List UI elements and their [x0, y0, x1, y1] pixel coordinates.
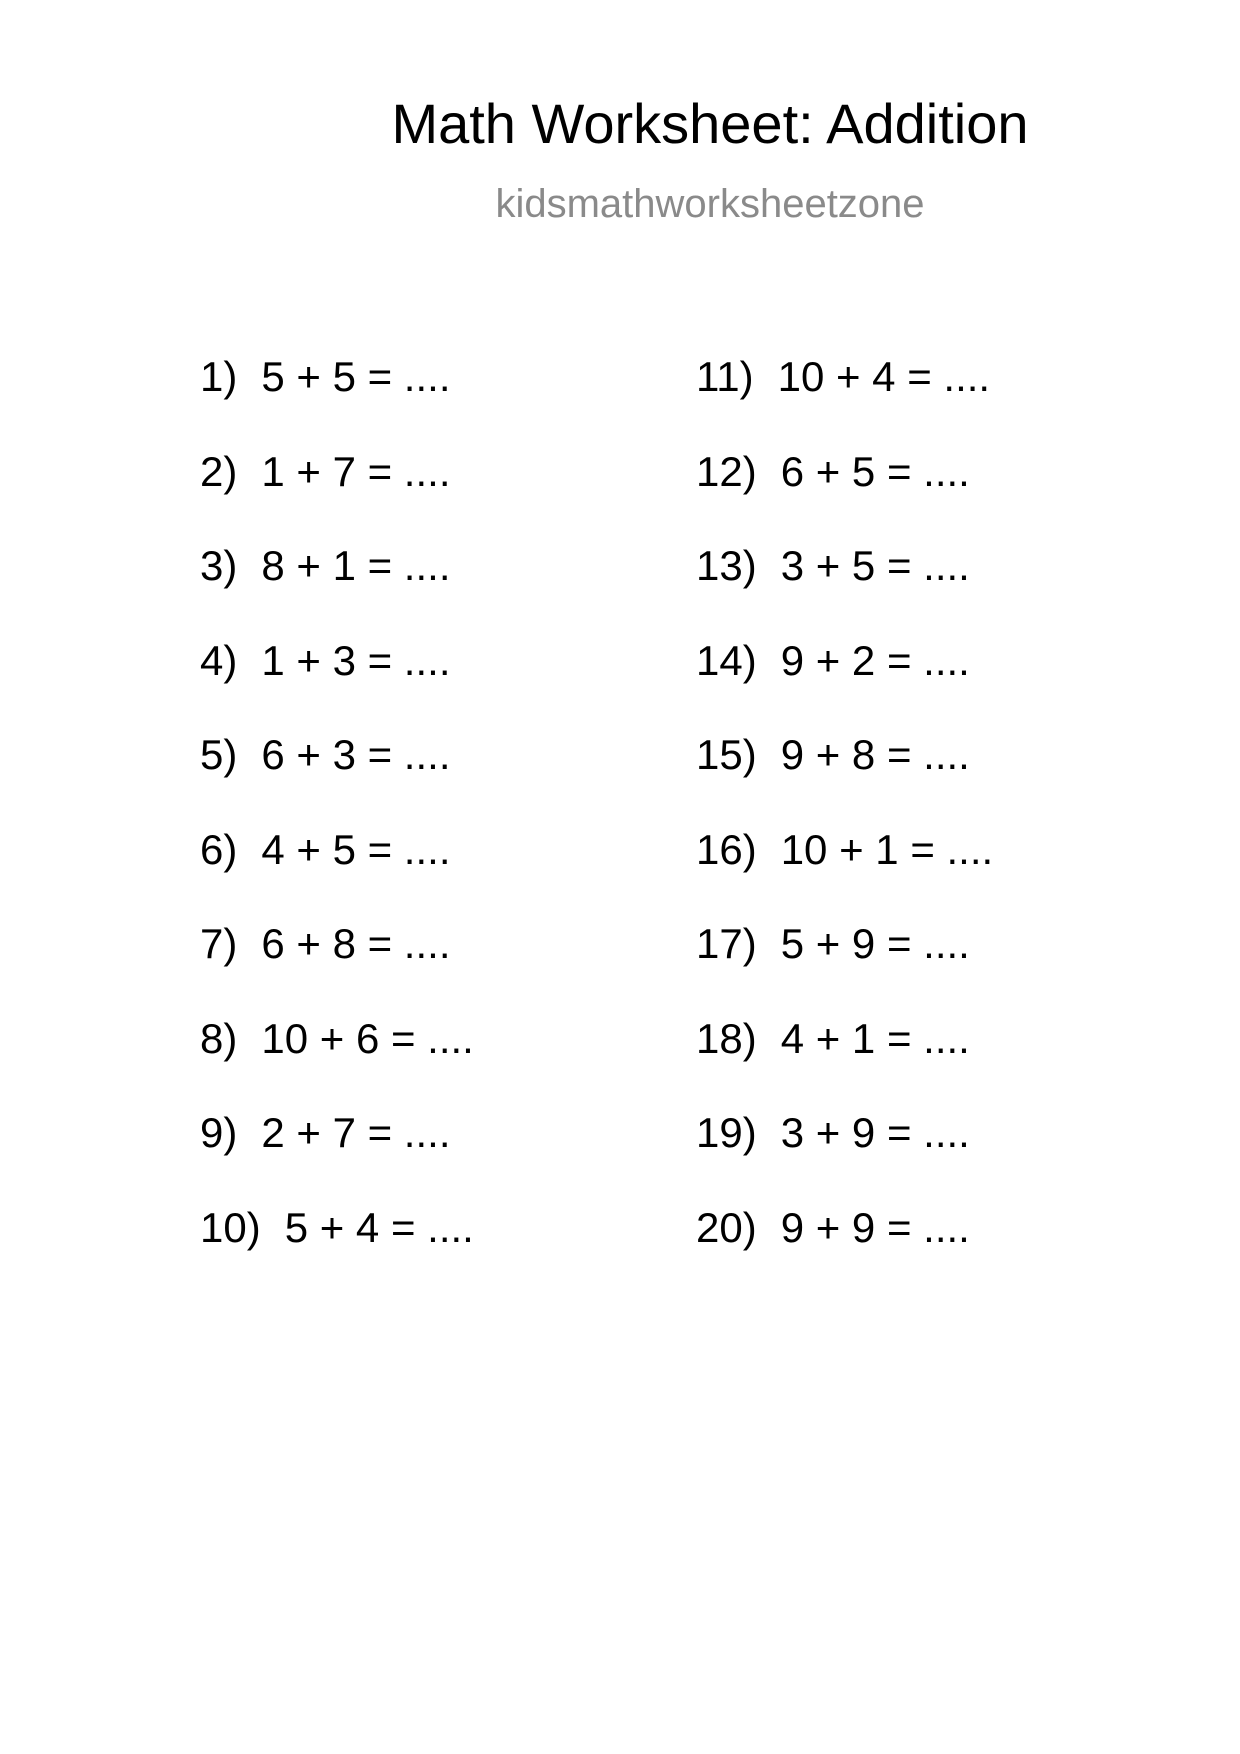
problem-number: 17)	[696, 920, 757, 967]
problem-expression: 4 + 1 = ....	[780, 1015, 970, 1062]
problem-number: 19)	[696, 1109, 757, 1156]
problem-number: 4)	[200, 637, 238, 684]
problem-expression: 4 + 5 = ....	[261, 826, 451, 873]
problem-number: 8)	[200, 1015, 238, 1062]
problem-expression: 3 + 9 = ....	[780, 1109, 970, 1156]
problem-number: 18)	[696, 1015, 757, 1062]
problem-expression: 9 + 9 = ....	[780, 1204, 970, 1251]
problem-item	[200, 637, 451, 684]
problem-item	[200, 920, 451, 967]
problem-item	[200, 1015, 474, 1062]
problem-number: 2)	[200, 448, 238, 495]
problem-item	[696, 353, 991, 400]
problem-item	[696, 826, 994, 873]
problem-number: 6)	[200, 826, 238, 873]
problem-number: 7)	[200, 920, 238, 967]
problem-item	[200, 1109, 451, 1156]
problem-number: 5)	[200, 731, 238, 778]
problem-item	[696, 731, 970, 778]
problem-expression: 5 + 4 = ....	[284, 1204, 474, 1251]
problem-number: 1)	[200, 353, 238, 400]
problem-expression: 10 + 4 = ....	[777, 353, 991, 400]
problem-number: 11)	[696, 353, 754, 400]
problem-item	[200, 731, 451, 778]
problem-number: 10)	[200, 1204, 261, 1251]
problem-expression: 3 + 5 = ....	[780, 542, 970, 589]
problem-item	[200, 353, 451, 400]
problem-number: 20)	[696, 1204, 757, 1251]
problem-item	[696, 542, 970, 589]
problem-expression: 9 + 2 = ....	[780, 637, 970, 684]
problem-expression: 1 + 7 = ....	[261, 448, 451, 495]
problem-expression: 9 + 8 = ....	[780, 731, 970, 778]
problem-expression: 2 + 7 = ....	[261, 1109, 451, 1156]
problem-expression: 6 + 8 = ....	[261, 920, 451, 967]
problem-item	[696, 1204, 970, 1251]
problem-item	[696, 1015, 970, 1062]
problem-number: 12)	[696, 448, 757, 495]
problem-expression: 10 + 1 = ....	[780, 826, 994, 873]
problem-item	[200, 1204, 474, 1251]
worksheet-subtitle: kidsmathworksheetzone	[495, 182, 925, 226]
problem-expression: 5 + 9 = ....	[780, 920, 970, 967]
problem-expression: 6 + 3 = ....	[261, 731, 451, 778]
problem-number: 16)	[696, 826, 757, 873]
problem-number: 13)	[696, 542, 757, 589]
problem-item	[200, 542, 451, 589]
problem-number: 9)	[200, 1109, 238, 1156]
problem-expression: 10 + 6 = ....	[261, 1015, 474, 1062]
problem-item	[696, 1109, 970, 1156]
problem-item	[200, 826, 451, 873]
worksheet-title: Math Worksheet: Addition	[391, 92, 1029, 155]
problem-number: 3)	[200, 542, 238, 589]
problem-expression: 8 + 1 = ....	[261, 542, 451, 589]
problem-number: 14)	[696, 637, 757, 684]
problem-number: 15)	[696, 731, 757, 778]
problem-expression: 5 + 5 = ....	[261, 353, 451, 400]
problem-item	[200, 448, 451, 495]
problem-item	[696, 448, 970, 495]
problem-expression: 1 + 3 = ....	[261, 637, 451, 684]
problem-expression: 6 + 5 = ....	[780, 448, 970, 495]
problem-item	[696, 920, 970, 967]
problem-item	[696, 637, 970, 684]
